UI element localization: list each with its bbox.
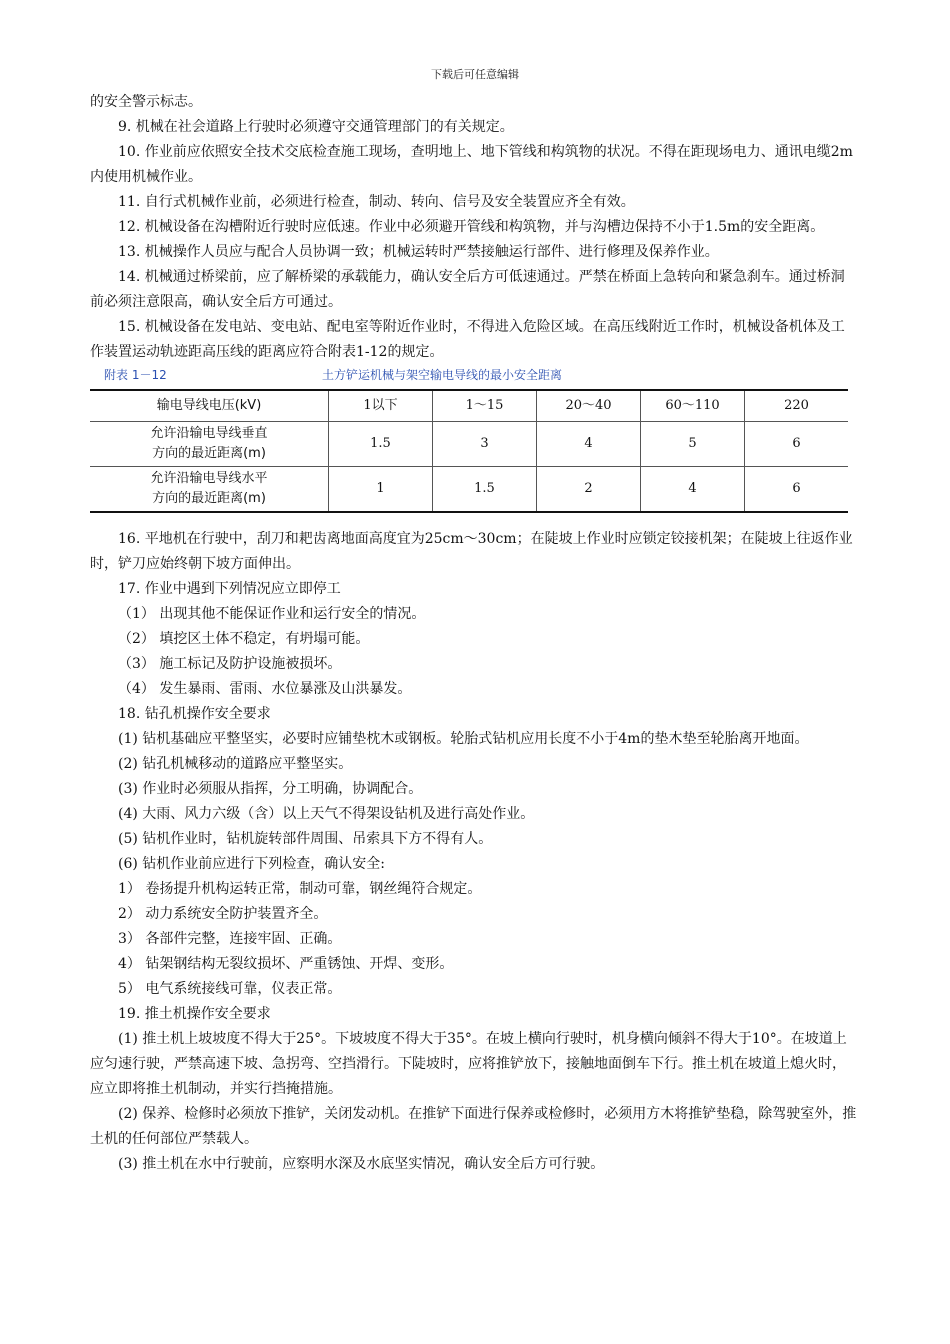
paragraph-12: 12. 机械设备在沟槽附近行驶时应低速。作业中必须避开管线和构筑物，并与沟槽边保持不小于1.5m的安全距离。 xyxy=(118,219,825,235)
paragraph-13: 13. 机械操作人员应与配合人员协调一致；机械运转时严禁接触运行部件、进行修理及保养作业。 xyxy=(118,244,719,260)
paragraph-16: 16. 平地机在行驶中，刮刀和耙齿离地面高度宜为25cm～30cm；在陡坡上作业时应锁定铰接机架；在陡坡上往返作业时，铲刀应始终朝下坡方面伸出。 xyxy=(90,531,853,572)
document-body xyxy=(90,90,858,1177)
list-item: （1） 出现其他不能保证作业和运行安全的情况。 xyxy=(118,606,426,622)
header-cell: 60～110 xyxy=(641,390,745,422)
sub-list-item: 3） 各部件完整，连接牢固、正确。 xyxy=(118,931,342,947)
row-label-cell xyxy=(90,422,329,467)
table-row-horizontal xyxy=(90,467,848,513)
list-item: (3) 推土机在水中行驶前，应察明水深及水底坚实情况，确认安全后方可行驶。 xyxy=(118,1156,605,1172)
paragraph-continuation: 的安全警示标志。 xyxy=(90,94,202,110)
header-cell: 220 xyxy=(745,390,849,422)
table-cell: 5 xyxy=(641,422,745,467)
row-label-cell xyxy=(90,467,329,513)
table-header-row xyxy=(90,390,848,422)
list-item: (1) 推土机上坡坡度不得大于25°。下坡坡度不得大于35°。在坡上横向行驶时，机身横向倾斜不得大于10°。在坡道上应匀速行驶，严禁高速下坡、急拐弯、空挡滑行。下陡坡时，应将推铲放下，接触地面倒车下行。推土机在坡道上熄火时，应立即将推土机制动，并实行挡掩措施。 xyxy=(90,1031,847,1097)
table-cell: 2 xyxy=(537,467,641,513)
paragraph-11: 11. 自行式机械作业前，必须进行检查，制动、转向、信号及安全装置应齐全有效。 xyxy=(118,194,635,210)
paragraph-19: 19. 推土机操作安全要求 xyxy=(118,1006,271,1022)
list-item: （2） 填挖区土体不稳定，有坍塌可能。 xyxy=(118,631,370,647)
sub-list-item: 4） 钻架钢结构无裂纹损坏、严重锈蚀、开焊、变形。 xyxy=(118,956,454,972)
paragraph-10: 10. 作业前应依照安全技术交底检查施工现场，查明地上、地下管线和构筑物的状况。不得在距现场电力、通讯电缆2m内使用机械作业。 xyxy=(90,144,853,185)
page-header: 下载后可任意编辑 xyxy=(431,68,519,81)
table-row-vertical xyxy=(90,422,848,467)
paragraph-9: 9. 机械在社会道路上行驶时必须遵守交通管理部门的有关规定。 xyxy=(118,119,514,135)
paragraph-18: 18. 钻孔机操作安全要求 xyxy=(118,706,271,722)
list-item: (5) 钻机作业时，钻机旋转部件周围、吊索具下方不得有人。 xyxy=(118,831,493,847)
table-cell: 1.5 xyxy=(433,467,537,513)
paragraph-15: 15. 机械设备在发电站、变电站、配电室等附近作业时，不得进入危险区域。在高压线附近工作时，机械设备机体及工作装置运动轨迹距高压线的距离应符合附表1-12的规定。 xyxy=(90,319,845,360)
list-item: (1) 钻机基础应平整坚实，必要时应铺垫枕木或钢板。轮胎式钻机应用长度不小于4m的垫木垫至轮胎离开地面。 xyxy=(118,731,809,747)
paragraph-14: 14. 机械通过桥梁前，应了解桥梁的承载能力，确认安全后方可低速通过。严禁在桥面上急转向和紧急刹车。通过桥洞前必须注意限高，确认安全后方可通过。 xyxy=(90,269,845,310)
list-item: （4） 发生暴雨、雷雨、水位暴涨及山洪暴发。 xyxy=(118,681,412,697)
table-caption xyxy=(90,365,858,385)
list-item: (6) 钻机作业前应进行下列检查，确认安全: xyxy=(118,856,385,872)
table-cell: 3 xyxy=(433,422,537,467)
sub-list-item: 2） 动力系统安全防护装置齐全。 xyxy=(118,906,328,922)
table-cell: 6 xyxy=(745,467,849,513)
paragraph-17: 17. 作业中遇到下列情况应立即停工 xyxy=(118,581,341,597)
table-title: 土方铲运机械与架空输电导线的最小安全距离 xyxy=(322,368,563,382)
list-item: (4) 大雨、风力六级（含）以上天气不得架设钻机及进行高处作业。 xyxy=(118,806,535,822)
table-cell: 1.5 xyxy=(329,422,433,467)
table-cell: 4 xyxy=(641,467,745,513)
header-cell: 20～40 xyxy=(537,390,641,422)
header-cell: 1～15 xyxy=(433,390,537,422)
sub-list-item: 1） 卷扬提升机构运转正常，制动可靠，钢丝绳符合规定。 xyxy=(118,881,482,897)
table-cell: 4 xyxy=(537,422,641,467)
row-label-line: 方向的最近距离(m) xyxy=(152,446,266,461)
table-number: 附表 1－12 xyxy=(104,368,167,382)
row-label-line: 方向的最近距离(m) xyxy=(152,491,266,506)
header-label-cell: 输电导线电压(kV) xyxy=(90,390,329,422)
list-item: （3） 施工标记及防护设施被损坏。 xyxy=(118,656,342,672)
table-cell: 6 xyxy=(745,422,849,467)
row-label-line: 允许沿输电导线垂直 xyxy=(150,426,268,441)
header-cell: 1以下 xyxy=(329,390,433,422)
list-item: (2) 钻孔机械移动的道路应平整坚实。 xyxy=(118,756,353,772)
list-item: (3) 作业时必须服从指挥，分工明确，协调配合。 xyxy=(118,781,423,797)
table-cell: 1 xyxy=(329,467,433,513)
safety-distance-table xyxy=(90,389,848,513)
sub-list-item: 5） 电气系统接线可靠，仪表正常。 xyxy=(118,981,342,997)
row-label-line: 允许沿输电导线水平 xyxy=(150,471,268,486)
list-item: (2) 保养、检修时必须放下推铲，关闭发动机。在推铲下面进行保养或检修时，必须用方木将推铲垫稳，除驾驶室外，推土机的任何部位严禁载人。 xyxy=(90,1106,857,1147)
